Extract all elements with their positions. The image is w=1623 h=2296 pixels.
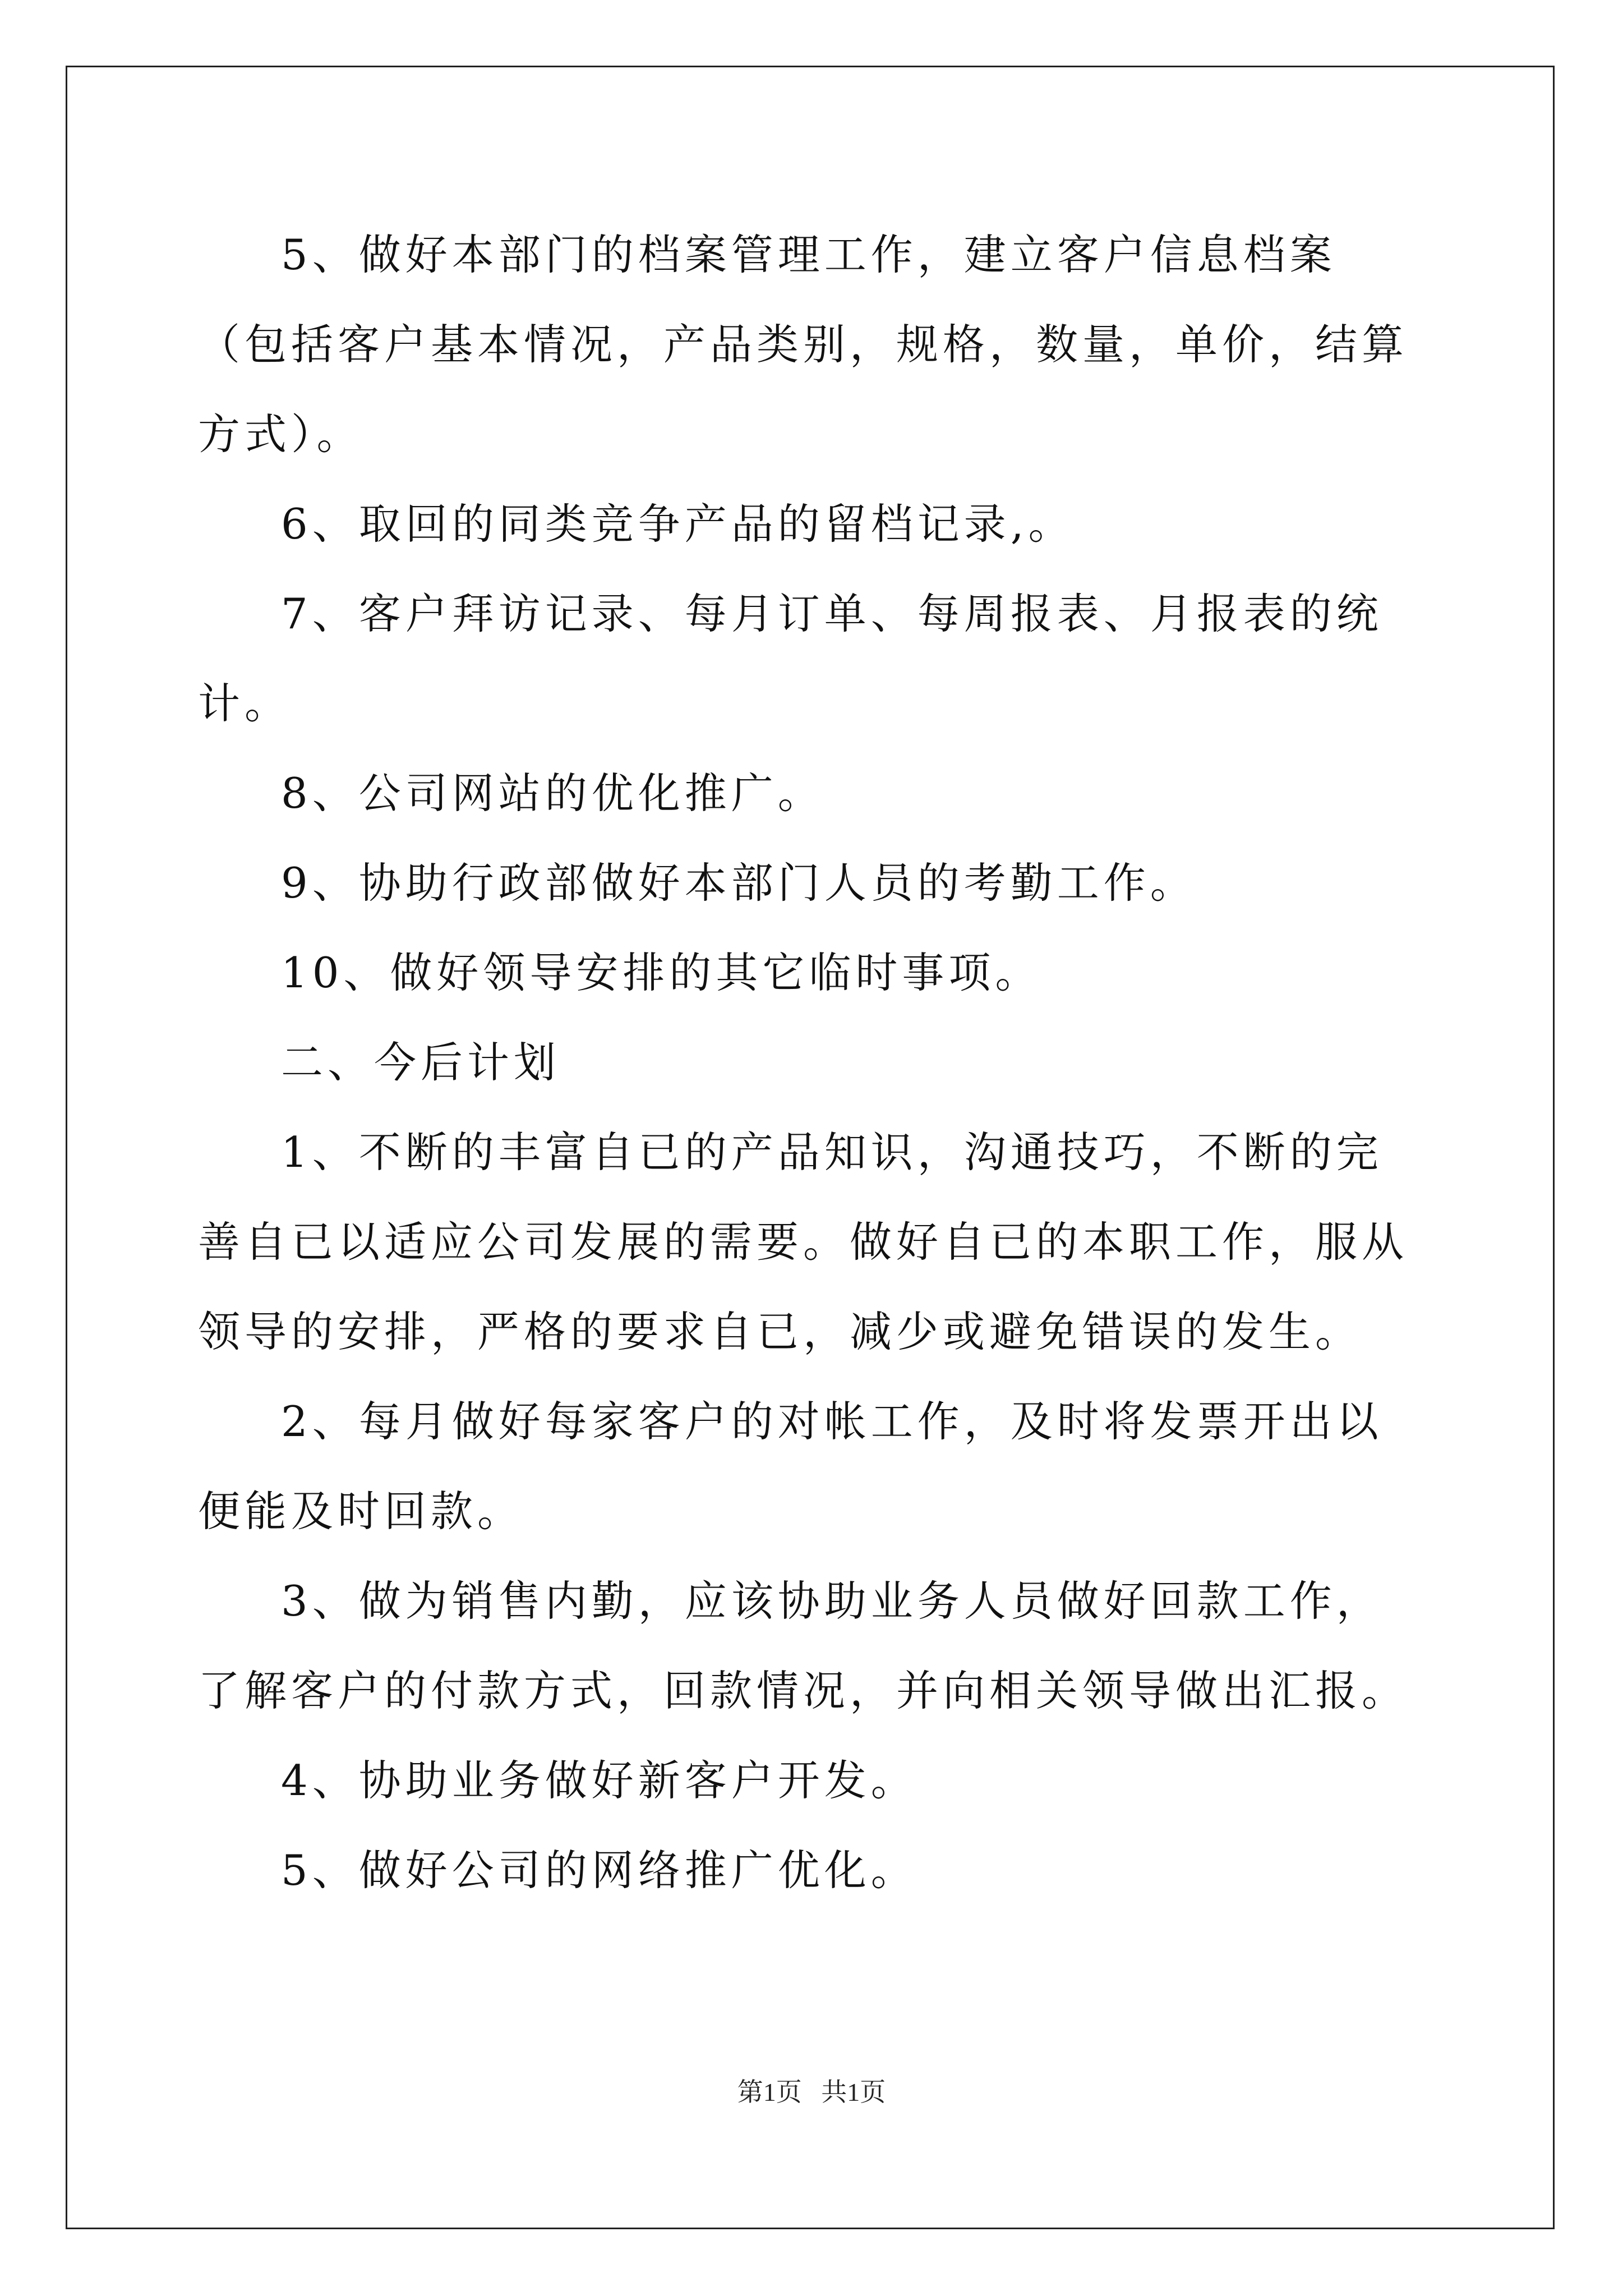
paragraph-attendance: 9、协助行政部做好本部门人员的考勤工作。 xyxy=(281,858,1197,908)
section-heading-future-plan: 二、今后计划 xyxy=(281,1038,561,1087)
paragraph-payment-collection: 3、做为销售内勤，应该协助业务人员做好回款工作，了解客户的付款方式，回款情况，并向相关领导做出汇报。 xyxy=(198,1576,1409,1715)
paragraph-temporary-tasks: 10、做好领导安排的其它临时事项。 xyxy=(281,948,1042,997)
paragraph-network-promotion: 5、做好公司的网络推广优化。 xyxy=(281,1846,917,1895)
paragraph-reconciliation: 2、每月做好每家客户的对帐工作，及时将发票开出以便能及时回款。 xyxy=(198,1397,1383,1536)
page-number-footer: 第1页 共1页 xyxy=(737,2078,886,2106)
paragraph-website-promotion: 8、公司网站的优化推广。 xyxy=(281,769,824,818)
paragraph-visit-records: 7、客户拜访记录、每月订单、每周报表、月报表的统计。 xyxy=(198,589,1383,728)
document-body xyxy=(198,210,1426,1915)
paragraph-competitor-records: 6、取回的同类竞争产品的留档记录,。 xyxy=(281,499,1075,549)
paragraph-new-customers: 4、协助业务做好新客户开发。 xyxy=(281,1756,917,1805)
paragraph-archive-management: 5、做好本部门的档案管理工作，建立客户信息档案（包括客户基本情况，产品类别，规格，数量，单价，结算方式）。 xyxy=(198,230,1409,459)
paragraph-self-improvement: 1、不断的丰富自已的产品知识，沟通技巧，不断的完善自已以适应公司发展的需要。做好自已的本职工作，服从领导的安排，严格的要求自已，减少或避免错误的发生。 xyxy=(198,1128,1409,1356)
